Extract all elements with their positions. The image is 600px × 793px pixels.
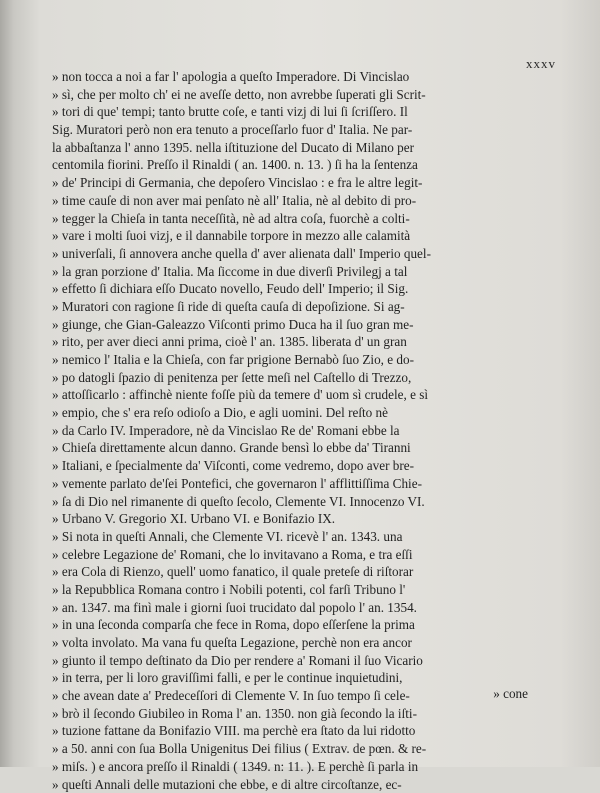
text-line: » Si nota in queſti Annali, che Clemente VI. ricevè l' an. 1343. una (52, 528, 557, 546)
text-line: » celebre Legazione de' Romani, che lo invitavano a Roma, e tra eſſi (52, 546, 557, 564)
text-line: » brò il ſecondo Giubileo in Roma l' an. 1350. non già ſecondo la iſti- (52, 705, 557, 723)
text-line: » nemico l' Italia e la Chieſa, con far prigione Bernabò ſuo Zio, e do- (52, 351, 557, 369)
text-line: » la gran porzione d' Italia. Ma ſiccome in due diverſi Privilegj a tal (52, 263, 557, 281)
text-line: » da Carlo IV. Imperadore, nè da Vincislao Re de' Romani ebbe la (52, 422, 557, 440)
text-line: » effetto ſi dichiara eſſo Ducato novello, Feudo dell' Imperio; il Sig. (52, 280, 557, 298)
text-line: » la Repubblica Romana contro i Nobili potenti, col farſi Tribuno l' (52, 581, 557, 599)
catchword: » cone (493, 686, 528, 702)
text-line: » ſa di Dio nel rimanente di queſto ſecolo, Clemente VI. Innocenzo VI. (52, 493, 557, 511)
text-line: » vemente parlato de'ſei Pontefici, che governaron l' afflittiſſima Chie- (52, 475, 557, 493)
text-line: » tegger la Chieſa in tanta neceſſità, nè ad altra coſa, fuorchè a colti- (52, 210, 557, 228)
text-line: » giunto il tempo deſtinato da Dio per rendere a' Romani il ſuo Vicario (52, 652, 557, 670)
text-line: » univerſali, ſi annovera anche quella d' aver alienata dall' Imperio quel- (52, 245, 557, 263)
text-line: » de' Principi di Germania, che depoſero Vincislao : e fra le altre legit- (52, 174, 557, 192)
text-line: » empio, che s' era reſo odioſo a Dio, e agli uomini. Del reſto nè (52, 404, 557, 422)
text-line: » Chieſa direttamente alcun danno. Grande bensì lo ebbe da' Tiranni (52, 439, 557, 457)
text-line: » an. 1347. ma finì male i giorni ſuoi trucidato dal popolo l' an. 1354. (52, 599, 557, 617)
text-line: » queſti Annali delle mutazioni che ebbe, e di altre circoſtanze, ec- (52, 776, 557, 793)
page-number: xxxv (526, 56, 556, 72)
text-line: » tori di que' tempi; tanto brutte coſe, e tanti vizj di lui ſi ſcriſſero. Il (52, 103, 557, 121)
text-line: centomila fiorini. Preſſo il Rinaldi ( an. 1400. n. 13. ) ſi ha la ſentenza (52, 156, 557, 174)
text-line: Sig. Muratori però non era tenuto a proceſſarlo fuor d' Italia. Ne par- (52, 121, 557, 139)
text-line: » non tocca a noi a far l' apologia a queſto Imperadore. Di Vincislao (52, 68, 557, 86)
text-line: » time cauſe di non aver mai penſato nè all' Italia, nè al debito di pro- (52, 192, 557, 210)
text-line: » in terra, per li loro graviſſimi falli, e per le continue inquietudini, (52, 669, 557, 687)
text-line: la abbaſtanza l' anno 1395. nella iſtituzione del Ducato di Milano per (52, 139, 557, 157)
text-line: » a 50. anni con ſua Bolla Unigenitus Dei filius ( Extrav. de pœn. & re- (52, 740, 557, 758)
text-line: » tuzione fattane da Bonifazio VIII. ma perchè era ſtato da lui ridotto (52, 722, 557, 740)
text-line: » era Cola di Rienzo, quell' uomo fanatico, il quale preteſe di riſtorar (52, 563, 557, 581)
text-line: » Italiani, e ſpecialmente da' Viſconti, come vedremo, dopo aver bre- (52, 457, 557, 475)
text-line: » Muratori con ragione ſi ride di queſta cauſa di depoſizione. Si ag- (52, 298, 557, 316)
text-line: » che avean date a' Predeceſſori di Clemente V. In ſuo tempo ſi cele- (52, 687, 557, 705)
text-line: » volta involato. Ma vana fu queſta Legazione, perchè non era ancor (52, 634, 557, 652)
text-line: » in una ſeconda comparſa che fece in Roma, dopo eſſerſene la prima (52, 616, 557, 634)
text-line: » attoſſicarlo : affinchè niente foſſe più da temere d' uom sì crudele, e sì (52, 386, 557, 404)
text-line: » rito, per aver dieci anni prima, cioè l' an. 1385. liberata d' un gran (52, 333, 557, 351)
text-line: » giunge, che Gian-Galeazzo Viſconti primo Duca ha il ſuo gran me- (52, 316, 557, 334)
text-line: » po datogli ſpazio di penitenza per ſette meſi nel Caſtello di Trezzo, (52, 369, 557, 387)
text-line: » Urbano V. Gregorio XI. Urbano VI. e Bonifazio IX. (52, 510, 557, 528)
body-text (52, 68, 557, 793)
text-line: » miſs. ) e ancora preſſo il Rinaldi ( 1349. n: 11. ). E perchè ſi parla in (52, 758, 557, 776)
text-line: » vare i molti ſuoi vizj, e il dannabile torpore in mezzo alle calamità (52, 227, 557, 245)
text-line: » sì, che per molto ch' ei ne aveſſe detto, non avrebbe ſuperati gli Scrit- (52, 86, 557, 104)
